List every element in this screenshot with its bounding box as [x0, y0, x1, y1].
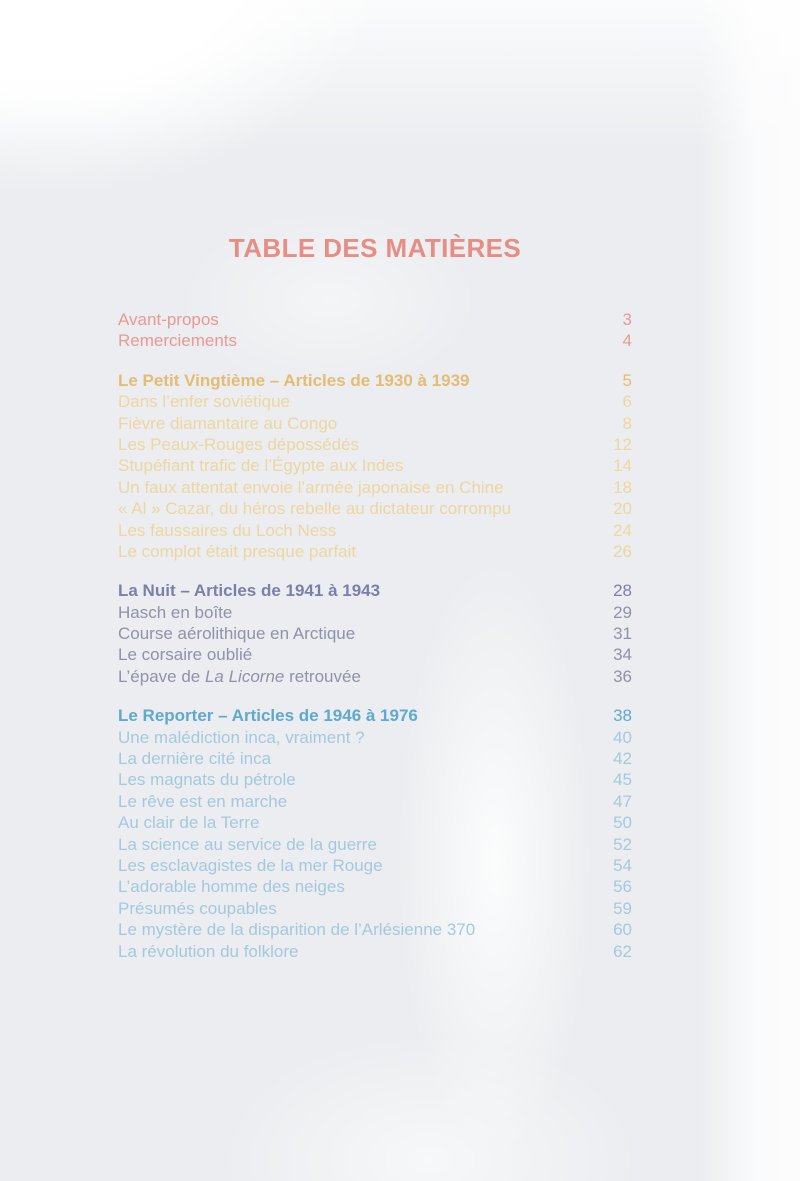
- toc-entry-page-number: 42: [613, 749, 632, 769]
- toc-entry-label: « Al » Cazar, du héros rebelle au dictateur corrompu: [118, 499, 512, 519]
- toc-entry-label: Le complot était presque parfait: [118, 541, 357, 561]
- toc-row: [118, 330, 632, 351]
- toc-entry-label: Remerciements: [118, 331, 238, 351]
- toc-entry-page-number: 59: [613, 898, 632, 918]
- toc-section-header-row: [118, 705, 632, 726]
- toc-entry-label: L’adorable homme des neiges: [118, 877, 345, 897]
- toc-row: [118, 455, 632, 476]
- toc-entry-label: Les faussaires du Loch Ness: [118, 520, 337, 540]
- toc-row: [118, 748, 632, 769]
- toc-entry-label: [118, 666, 361, 687]
- toc-section-header-label: Le Petit Vingtième – Articles de 1930 à 1939: [118, 370, 470, 390]
- toc-entry-page-number: 36: [613, 666, 632, 686]
- toc-row: [118, 602, 632, 623]
- toc-entry-page-number: 20: [613, 499, 632, 519]
- toc-entry-page-number: 24: [613, 520, 632, 540]
- toc-entry-page-number: 6: [622, 392, 632, 412]
- toc-entry-label: Une malédiction inca, vraiment ?: [118, 727, 365, 747]
- toc-row: [118, 834, 632, 855]
- toc-entry-page-number: 62: [613, 941, 632, 961]
- toc-row: [118, 941, 632, 962]
- toc-entry-page-number: 3: [622, 310, 632, 329]
- toc-entry-page-number: 60: [613, 920, 632, 940]
- toc-entry-page-number: 45: [613, 770, 632, 790]
- toc-row: [118, 498, 632, 519]
- toc-entry-page-number: 40: [613, 727, 632, 747]
- toc-section-header-label: La Nuit – Articles de 1941 à 1943: [118, 581, 381, 601]
- toc-entry-label: Présumés coupables: [118, 898, 277, 918]
- toc-section-header-page-number: 38: [613, 706, 632, 726]
- toc-entry-label: Course aérolithique en Arctique: [118, 624, 356, 644]
- toc-entry-label: Le mystère de la disparition de l’Arlésienne 370: [118, 920, 476, 940]
- toc-entry-page-number: 12: [613, 434, 632, 454]
- page-title: TABLE DES MATIÈRES: [228, 233, 522, 263]
- toc-entry-label: Hasch en boîte: [118, 602, 233, 622]
- toc-entry-page-number: 50: [613, 813, 632, 833]
- toc-entry-page-number: 26: [613, 541, 632, 561]
- toc-row: [118, 727, 632, 748]
- toc-row: [118, 769, 632, 790]
- toc-row: [118, 520, 632, 541]
- toc-entry-label-segment: retrouvée: [284, 666, 361, 686]
- toc-row: [118, 309, 632, 330]
- toc-entry-page-number: 34: [613, 645, 632, 665]
- toc-entry-label: Le corsaire oublié: [118, 645, 253, 665]
- toc-row: [118, 477, 632, 498]
- content-column: [118, 0, 632, 962]
- toc-entry-label: Les magnats du pétrole: [118, 770, 296, 790]
- toc-row: [118, 812, 632, 833]
- toc-row: [118, 623, 632, 644]
- toc-entry-page-number: 52: [613, 834, 632, 854]
- toc-entry-label: Le rêve est en marche: [118, 791, 288, 811]
- toc-entry-label: La dernière cité inca: [118, 749, 272, 769]
- toc-section: [118, 705, 632, 962]
- toc-row: [118, 391, 632, 412]
- toc-entry-label: Les esclavagistes de la mer Rouge: [118, 855, 383, 875]
- toc-entry-page-number: 29: [613, 602, 632, 622]
- toc-row: [118, 876, 632, 897]
- toc-entry-label: Les Peaux-Rouges dépossédés: [118, 434, 359, 454]
- toc-entry-page-number: 54: [613, 855, 632, 875]
- toc-section-header-row: [118, 580, 632, 601]
- toc-row: [118, 434, 632, 455]
- toc-entry-page-number: 4: [622, 331, 632, 351]
- toc-row: [118, 644, 632, 665]
- toc-section-header-page-number: 28: [613, 581, 632, 601]
- toc-row: [118, 855, 632, 876]
- toc-entry-page-number: 56: [613, 877, 632, 897]
- toc-row: [118, 919, 632, 940]
- toc-entry-label: Fièvre diamantaire au Congo: [118, 413, 338, 433]
- toc-entry-label: Dans l’enfer soviétique: [118, 392, 290, 412]
- toc-entry-label-segment: L’épave de: [118, 666, 205, 686]
- toc-entry-label-italic-segment: La Licorne: [204, 666, 285, 686]
- toc-entry-page-number: 14: [613, 456, 632, 476]
- toc-row: [118, 791, 632, 812]
- toc-entry-label: Un faux attentat envoie l’armée japonaise en Chine: [118, 477, 504, 497]
- toc-entry-label: Stupéfiant trafic de l’Égypte aux Indes: [118, 456, 404, 476]
- toc-section-header-label: Le Reporter – Articles de 1946 à 1976: [118, 706, 418, 726]
- toc-row: [118, 413, 632, 434]
- toc-entry-label: La révolution du folklore: [118, 941, 299, 961]
- toc-entry-label: Avant-propos: [118, 310, 219, 329]
- toc-row: [118, 898, 632, 919]
- toc-section: [118, 370, 632, 563]
- table-of-contents: [118, 309, 632, 962]
- toc-entry-page-number: 18: [613, 477, 632, 497]
- toc-row: [118, 541, 632, 562]
- toc-entry-label: Au clair de la Terre: [118, 813, 260, 833]
- toc-section-header-row: [118, 370, 632, 391]
- toc-section-header-page-number: 5: [622, 370, 632, 390]
- toc-entry-page-number: 47: [613, 791, 632, 811]
- toc-entry-page-number: 8: [622, 413, 632, 433]
- toc-section: [118, 580, 632, 687]
- toc-entry-label: La science au service de la guerre: [118, 834, 377, 854]
- toc-entry-page-number: 31: [613, 624, 632, 644]
- toc-row: [118, 666, 632, 687]
